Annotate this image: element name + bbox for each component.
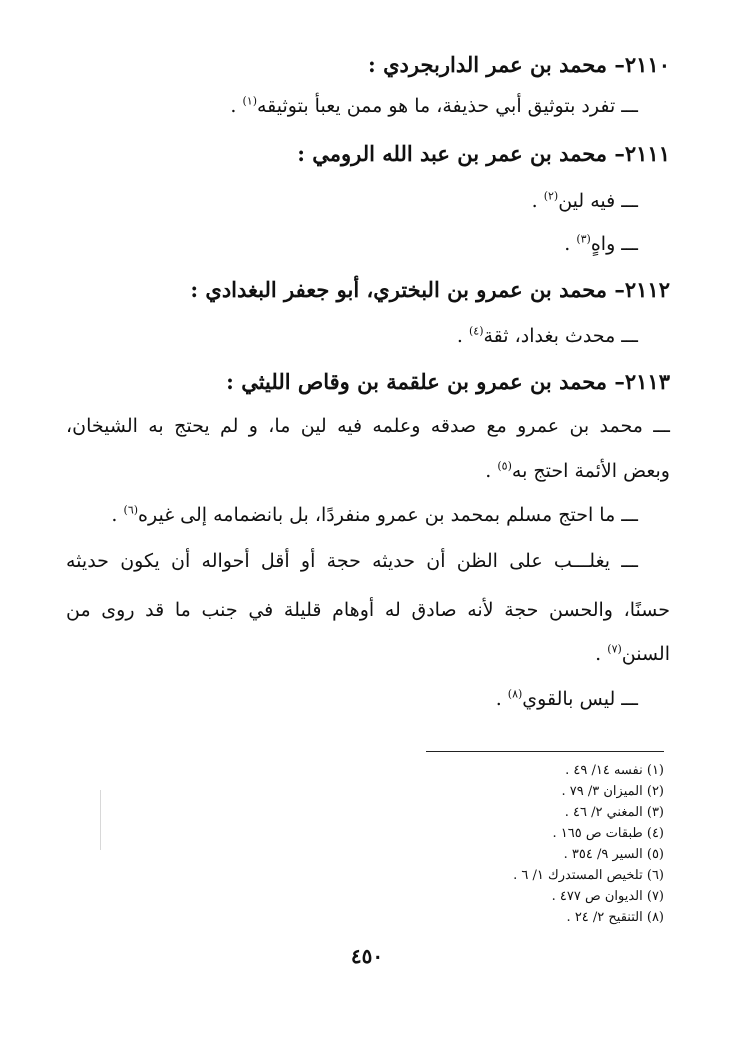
entry-line: ـــ ليس بالقوي$^{(٨)}$ .: [495, 687, 638, 710]
margin-line: [100, 790, 101, 850]
footnote: (١) نفسه ١٤/ ٤٩ .: [565, 763, 664, 778]
footnote: (٥) السير ٩/ ٣٥٤ .: [563, 847, 664, 862]
footnote-separator: [426, 751, 664, 752]
footnote-ref: (٦): [123, 503, 139, 517]
entry-heading-2110: ٢١١٠– محمد بن عمر الداربجردي :: [368, 52, 670, 77]
entry-heading-2112: ٢١١٢– محمد بن عمرو بن البختري، أبو جعفر البغدادي :: [190, 277, 670, 302]
footnote: (٢) الميزان ٣/ ٧٩ .: [561, 784, 664, 799]
footnote-ref: (٨): [507, 687, 523, 701]
entry-line: ـــ محمد بن عمرو مع صدقه وعلمه فيه لين ما، و لم يحتج به الشيخان،: [66, 415, 670, 437]
footnote-ref: (١): [242, 94, 257, 108]
page-number: ٤٥٠: [350, 944, 384, 968]
footnote: (٤) طبقات ص ١٦٥ .: [552, 826, 664, 841]
entry-line: ـــ محدث بغداد، ثقة$^{(٤)}$ .: [456, 324, 638, 347]
footnote: (٧) الديوان ص ٤٧٧ .: [551, 889, 664, 904]
entry-heading-2111: ٢١١١– محمد بن عمر بن عبد الله الرومي :: [297, 141, 670, 166]
entry-heading-2113: ٢١١٣– محمد بن عمرو بن علقمة بن وقاص الليثي :: [226, 369, 670, 394]
footnote-ref: (٢): [543, 189, 559, 203]
footnote-ref: (٤): [468, 324, 484, 338]
footnote: (٨) التنقيح ٢/ ٢٤ .: [566, 910, 664, 925]
footnotes: [364, 760, 664, 928]
entry-line: ـــ ما احتج مسلم بمحمد بن عمرو منفردًا، بل بانضمامه إلى غيره$^{(٦)}$ .: [111, 503, 638, 526]
entry-line: حسنًا، والحسن حجة لأنه صادق له أوهام قليلة في جنب ما قد روى من: [66, 599, 670, 621]
footnote-ref: (٣): [576, 232, 591, 246]
footnote: (٦) تلخيص المستدرك ١/ ٦ .: [513, 868, 664, 883]
footnote-ref: (٥): [497, 459, 512, 473]
entry-line: وبعض الأئمة احتج به$^{(٥)}$ .: [485, 459, 670, 482]
footnote: (٣) المغني ٢/ ٤٦ .: [564, 805, 664, 820]
footnote-ref: (٧): [607, 642, 622, 656]
entry-line: ـــ واهٍ$^{(٣)}$ .: [564, 232, 638, 255]
entry-line: ـــ فيه لين$^{(٢)}$ .: [531, 189, 638, 212]
entry-line: السنن$^{(٧)}$ .: [595, 642, 670, 665]
entry-line: ـــ يغلـــب على الظن أن حديثه حجة أو أقل أحواله أن يكون حديثه: [66, 550, 638, 572]
entry-line: ـــ تفرد بتوثيق أبي حذيفة، ما هو ممن يعبأ بتوثيقه$^{(١)}$ .: [230, 94, 638, 117]
